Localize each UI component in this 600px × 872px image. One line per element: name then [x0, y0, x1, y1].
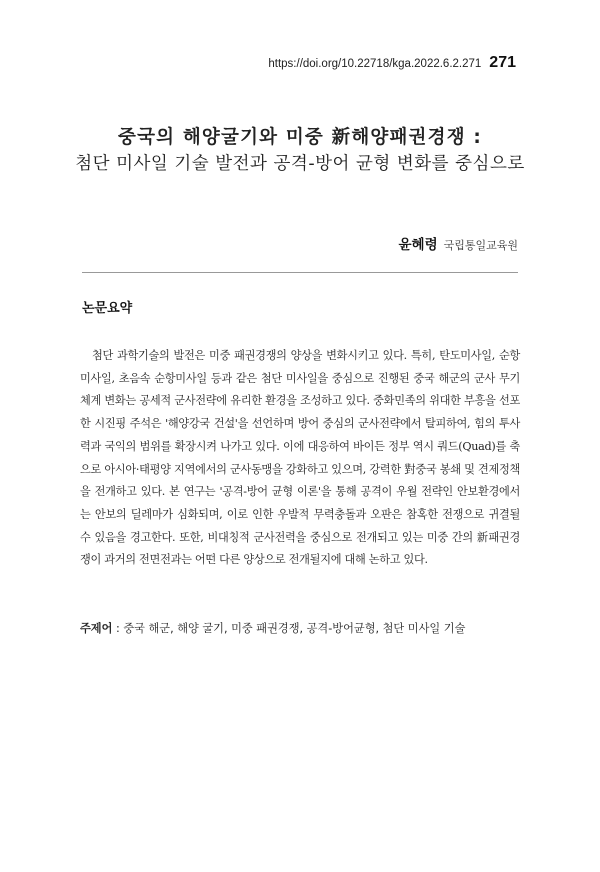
author-name: 윤혜령: [398, 237, 438, 253]
abstract-body: 첨단 과학기술의 발전은 미중 패권경쟁의 양상을 변화시키고 있다. 특히, 탄도미사일, 순항미사일, 초음속 순항미사일 등과 같은 첨단 미사일을 중심으로 진행된 중국 해군의 군사 무기체계 변화는 공세적 군사전략에 유리한 환경을 조성하고 있다. 중화민족의 위대한 부흥을 선포한 시진핑 주석은 '해양강국 건설'을 선언하며 방어 중심의 군사전략에서 탈피하여, 힘의 투사력과 국익의 범위를 확장시켜 나가고 있다. 이에 대응하여 바이든 정부 역시 쿼드(Quad)를 축으로 아시아·태평양 지역에서의 군사동맹을 강화하고 있으며, 강력한 對중국 봉쇄 및 견제정책을 전개하고 있다. 본 연구는 '공격-방어 균형 이론'을 통해 공격이 우월 전략인 안보환경에서는 안보의 딜레마가 심화되며, 이로 인한 우발적 무력충돌과 오판은 참혹한 전쟁으로 귀결될 수 있음을 경고한다. 또한, 비대칭적 군사전력을 중심으로 전개되고 있는 미중 간의 新패권경쟁이 과거의 전면전과는 어떤 다른 양상으로 전개될지에 대해 논하고 있다.: [80, 349, 520, 567]
keywords-label: 주제어: [80, 622, 113, 635]
page-number: 271: [489, 54, 516, 71]
abstract-heading: 논문요약: [82, 301, 133, 316]
title-line-1: 중국의 해양굴기와 미중 新해양패권경쟁 :: [118, 127, 482, 148]
title-line-2: 첨단 미사일 기술 발전과 공격-방어 균형 변화를 중심으로: [75, 154, 525, 174]
doi-link[interactable]: https://doi.org/10.22718/kga.2022.6.2.271: [268, 58, 482, 70]
divider: [82, 272, 518, 273]
keywords-separator: :: [112, 622, 124, 635]
keywords-text: 중국 해군, 해양 굴기, 미중 패권경쟁, 공격-방어균형, 첨단 미사일 기술: [123, 622, 466, 635]
author-affiliation: 국립통일교육원: [443, 239, 518, 252]
page-header: [268, 54, 516, 72]
keywords: [80, 620, 520, 636]
paper-title: [40, 125, 560, 177]
author-block: [398, 233, 518, 253]
